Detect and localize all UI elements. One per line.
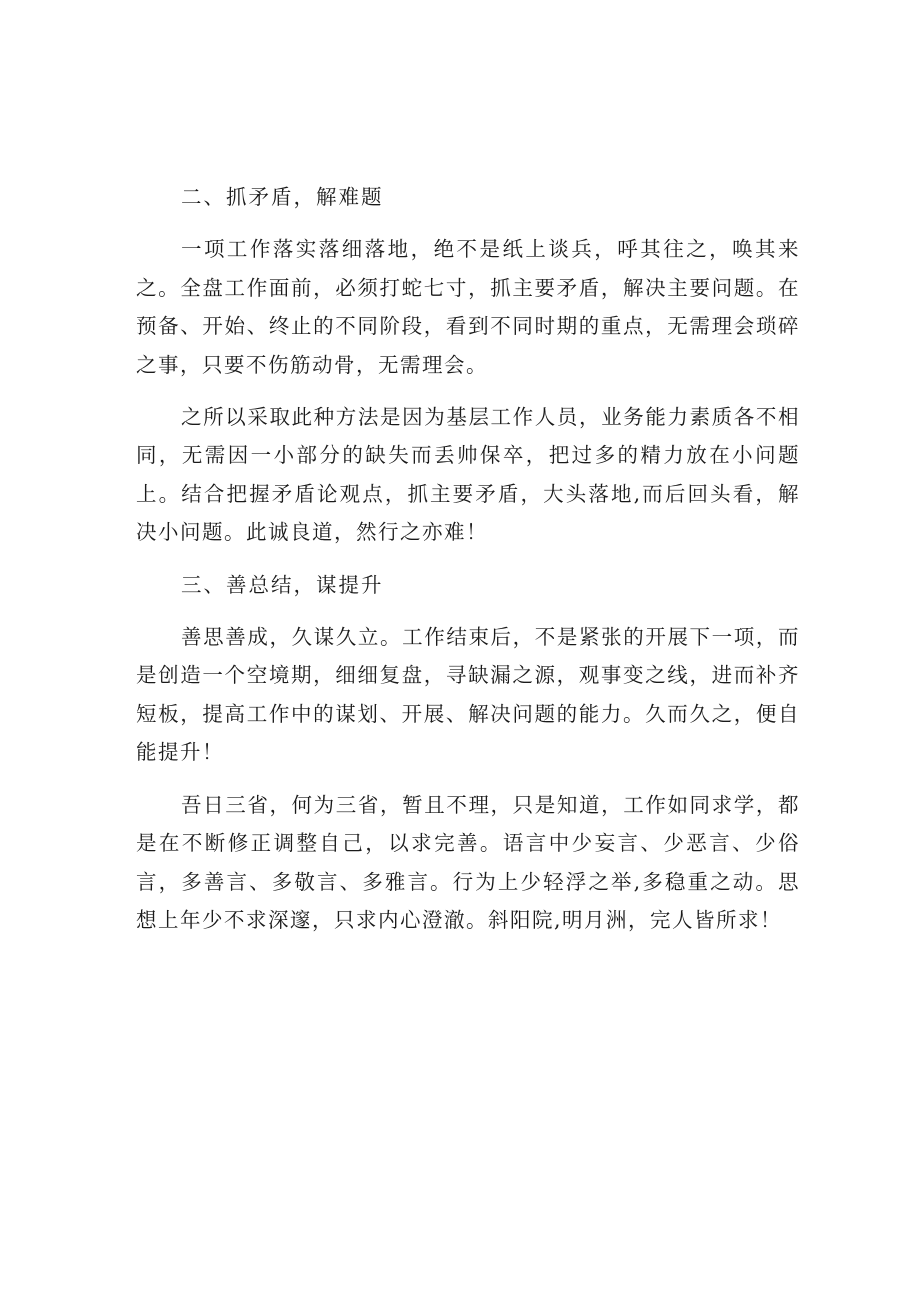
document-body bbox=[136, 178, 800, 939]
section-heading-2: 二、抓矛盾，解难题 bbox=[181, 185, 384, 209]
spacer bbox=[136, 772, 800, 786]
spacer bbox=[136, 552, 800, 566]
paragraph: 善思善成，久谋久立。工作结束后，不是紧张的开展下一项，而是创造一个空境期，细细复盘，寻缺漏之源，观事变之线，进而补齐短板，提高工作中的谋划、开展、解决问题的能力。久而久之，便自能提升！ bbox=[136, 625, 800, 765]
spacer bbox=[136, 216, 800, 230]
paragraph: 一项工作落实落细落地，绝不是纸上谈兵，呼其往之，唤其来之。全盘工作面前，必须打蛇七寸，抓主要矛盾，解决主要问题。在预备、开始、终止的不同阶段，看到不同时期的重点，无需理会琐碎之事，只要不伤筋动骨，无需理会。 bbox=[136, 237, 800, 377]
section-heading-3: 三、善总结，谋提升 bbox=[181, 572, 384, 597]
spacer bbox=[136, 384, 800, 398]
spacer bbox=[136, 604, 800, 618]
paragraph: 吾日三省，何为三省，暂且不理，只是知道，工作如同求学，都是在不断修正调整自己，以求完善。语言中少妄言、少恶言、少俗言，多善言、多敬言、多雅言。行为上少轻浮之举,多稳重之动。思想上年少不求深邃，只求内心澄澈。斜阳院,明月洲，完人皆所求！ bbox=[136, 792, 800, 932]
paragraph: 之所以采取此种方法是因为基层工作人员，业务能力素质各不相同，无需因一小部分的缺失而丢帅保卒，把过多的精力放在小问题上。结合把握矛盾论观点，抓主要矛盾，大头落地,而后回头看，解决小问题。此诚良道，然行之亦难！ bbox=[136, 405, 800, 545]
